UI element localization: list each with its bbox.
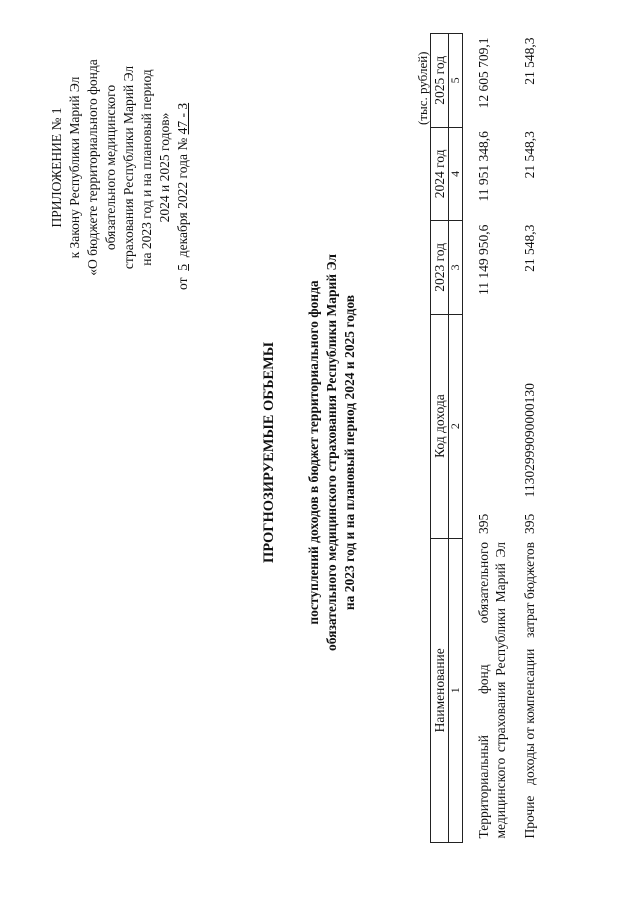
row-value-2023: 11 149 950,6 [476, 224, 491, 295]
document-title: ПРОГНОЗИРУЕМЫЕ ОБЪЕМЫ [261, 341, 277, 564]
appendix-header [48, 35, 192, 300]
row-value-2024: 21 548,3 [522, 131, 537, 179]
subtitle-line: обязательного медицинского страхования Республики Марий Эл [324, 254, 339, 652]
header-2025: 2025 год [431, 34, 449, 128]
row-revenue-code [463, 314, 510, 501]
appendix-line: к Закону Республики Марий Эл [67, 76, 82, 259]
header-name: Наименование [431, 538, 449, 842]
appendix-line: страхования Республики Марий Эл [121, 65, 136, 270]
revenue-table [430, 33, 538, 843]
row-value-2025: 21 548,3 [522, 37, 537, 85]
appendix-line: на 2023 год и на плановый период [139, 69, 154, 266]
law-date-line [174, 35, 192, 300]
col-number: 3 [449, 221, 463, 315]
row-value-2023: 21 548,3 [522, 224, 537, 272]
subtitle-line: на 2023 год и на плановый период 2024 и 2025 годов [342, 294, 357, 611]
table-row [463, 34, 510, 843]
unit-note: (тыс. рублей) [415, 51, 430, 125]
row-admin-code: 395 [522, 513, 537, 535]
appendix-line: обязательного медицинского [103, 84, 118, 251]
header-2024: 2024 год [431, 127, 449, 221]
date-prefix: от [175, 277, 190, 290]
document-subtitle [305, 0, 359, 905]
row-revenue-code: 11302999090000130 [522, 383, 537, 498]
col-number: 5 [449, 34, 463, 128]
row-name: Территориальный фонд обязательного медицинского страхования Республики Марий Эл [476, 542, 508, 839]
date-day: 5 [175, 264, 190, 271]
appendix-line: «О бюджете территориального фонда [85, 59, 100, 276]
row-admin-code: 395 [476, 513, 491, 535]
appendix-line: 2024 и 2025 годов» [157, 112, 172, 223]
header-code: Код дохода [431, 314, 449, 538]
subtitle-line: поступлений доходов в бюджет территориального фонда [306, 280, 321, 625]
column-number-row [449, 34, 463, 843]
row-name: Прочие доходы от компенсации затрат бюджетов [522, 542, 537, 839]
table-row [509, 34, 538, 843]
header-2023: 2023 год [431, 221, 449, 315]
row-value-2024: 11 951 348,6 [476, 131, 491, 202]
header-row [431, 34, 449, 843]
appendix-line: ПРИЛОЖЕНИЕ № 1 [49, 107, 64, 228]
date-rest: декабря 2022 года № [175, 137, 190, 258]
col-number: 2 [449, 314, 463, 538]
law-number: 47 - З [175, 102, 190, 135]
row-value-2025: 12 605 709,1 [476, 37, 491, 109]
col-number: 1 [449, 538, 463, 842]
col-number: 4 [449, 127, 463, 221]
